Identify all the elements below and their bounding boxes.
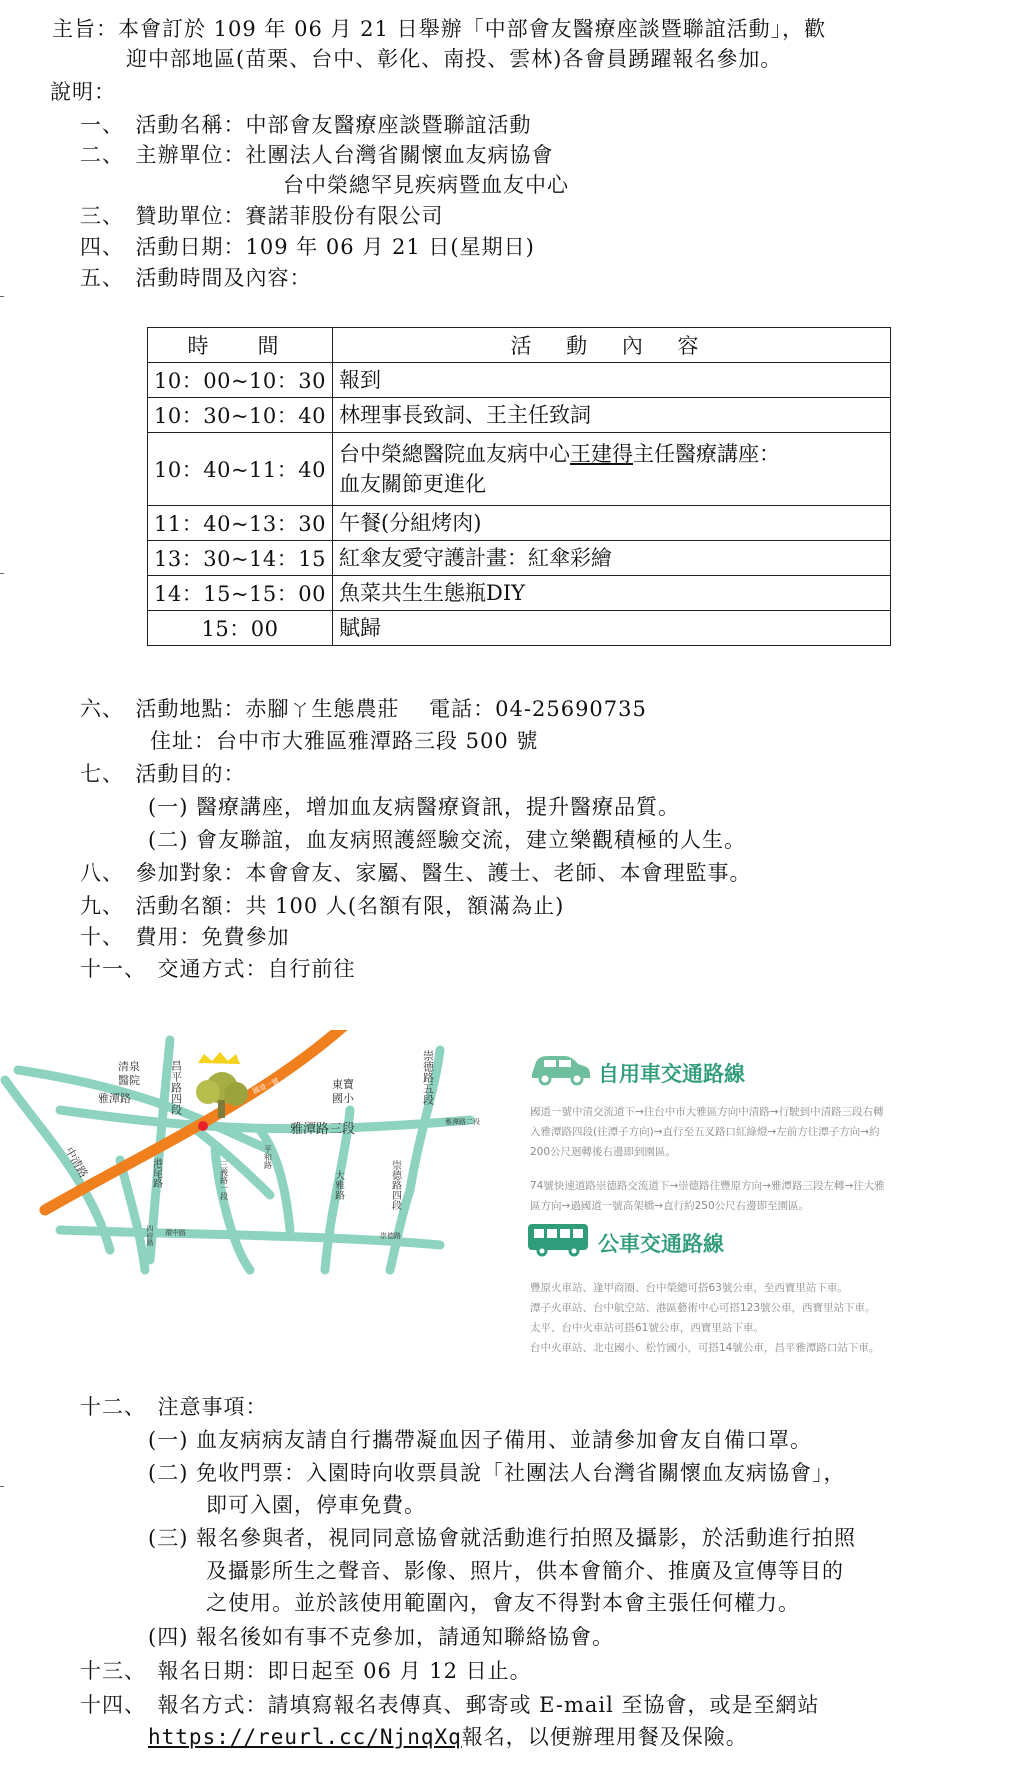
car-route-text: [530, 1102, 885, 1216]
schedule-content-part: 台中榮總醫院血友病中心: [339, 442, 570, 466]
map-label-dongbao: 東寶: [332, 1078, 354, 1091]
item-2-continued: 台中榮總罕見疾病暨血友中心: [283, 173, 569, 197]
schedule-content: 林理事長致詞、王主任致詞: [333, 398, 891, 433]
map-label-chongde4: 崇德路四段: [389, 1160, 401, 1210]
bus-route-title: 公車交通路線: [598, 1232, 724, 1256]
schedule-row: [148, 363, 891, 398]
item-6-address: 住址：台中市大雅區雅潭路三段 500 號: [150, 729, 539, 753]
margin-tick: [0, 296, 4, 297]
item-12-b-continued: 即可入園，停車免費。: [206, 1493, 426, 1517]
registration-link[interactable]: https://reurl.cc/NjnqXq: [148, 1725, 462, 1749]
venue-pin-icon: [198, 1121, 208, 1131]
farm-tree-icon: [196, 1052, 248, 1118]
bus-route-line: 太平、台中火車站可搭61號公車，西寶里站下車。: [530, 1322, 764, 1334]
speaker-name: 王建得: [570, 442, 633, 466]
schedule-table: [147, 327, 891, 646]
subject-line-2: 迎中部地區(苗栗、台中、彰化、南投、雲林)各會員踴躍報名參加。: [126, 47, 783, 71]
map-label-yatan2: 雅潭路二段: [445, 1118, 480, 1126]
car-route-spacer: [530, 1162, 885, 1176]
schedule-time: 14：15~15：00: [148, 576, 333, 611]
item-4: 四、 活動日期：109 年 06 月 21 日(星期日): [80, 235, 535, 259]
schedule-row: [148, 611, 891, 646]
bus-route-line: 台中火車站、北屯國小、松竹國小，可搭14號公車，昌平雅潭路口站下車。: [530, 1342, 880, 1354]
map-label-sanyi: 三義路一段: [219, 1160, 229, 1200]
map-label-chongde: 崇德路: [380, 1232, 401, 1240]
margin-tick: [0, 573, 4, 574]
schedule-content: 魚菜共生生態瓶DIY: [333, 576, 891, 611]
schedule-row: [148, 576, 891, 611]
map-label-sifu: 四府路: [146, 1225, 154, 1246]
car-route-title: 自用車交通路線: [598, 1062, 745, 1086]
item-7-b: (二) 會友聯誼，血友病照護經驗交流，建立樂觀積極的人生。: [148, 828, 747, 852]
schedule-content: [333, 433, 891, 506]
map-label-pinghe: 平和路: [263, 1145, 273, 1169]
item-1: 一、 活動名稱：中部會友醫療座談暨聯誼活動: [80, 113, 532, 137]
item-12: 十二、 注意事項：: [80, 1395, 268, 1419]
map-label-hospital: 醫院: [118, 1074, 140, 1087]
car-route-line: 200公尺迴轉後右邊即到園區。: [530, 1146, 677, 1158]
bus-route-text: [530, 1278, 879, 1358]
item-14-tail: 報名，以便辦理用餐及保險。: [461, 1725, 748, 1749]
map-label-zhongqing: 中清路: [62, 1145, 91, 1181]
item-10: 十、 費用：免費參加: [80, 925, 290, 949]
schedule-content: 賦歸: [333, 611, 891, 646]
road-zhongqing: [5, 1080, 110, 1250]
item-11: 十一、 交通方式：自行前往: [80, 957, 356, 981]
item-8: 八、 參加對象：本會會友、家屬、醫生、護士、老師、本會理監事。: [80, 861, 752, 885]
schedule-content-part: 主任醫療講座：: [633, 442, 780, 466]
map-label-yatan-road: 雅潭路: [98, 1092, 131, 1105]
map-label-highway: 國道一號: [251, 1076, 281, 1096]
map-label-guoxiao: 國小: [332, 1092, 354, 1105]
map-label-yatan3: 雅潭路三段: [290, 1122, 356, 1137]
schedule-time: 10：00~10：30: [148, 363, 333, 398]
explanation-label: 說明：: [50, 80, 116, 104]
schedule-header-time: 時 間: [148, 328, 333, 363]
car-route-line: 入雅潭路四段(往潭子方向)→直行至五叉路口紅綠燈→左前方往潭子方向→約: [530, 1126, 880, 1138]
schedule-time: 10：30~10：40: [148, 398, 333, 433]
item-12-a: (一) 血友病病友請自行攜帶凝血因子備用、並請參加會友自備口罩。: [148, 1428, 813, 1452]
schedule-row: [148, 398, 891, 433]
item-12-b: (二) 免收門票：入園時向收票員說「社團法人台灣省關懷血友病協會」，: [148, 1461, 846, 1485]
map-label-gangwei: 港尾路: [150, 1158, 162, 1188]
item-14: 十四、 報名方式：請填寫報名表傳真、郵寄或 E-mail 至協會，或是至網站: [80, 1693, 820, 1717]
bus-route-line: 豐原火車站、逢甲商圈、台中榮總可搭63號公車，至西寶里站下車。: [530, 1282, 848, 1294]
schedule-time: 11：40~13：30: [148, 506, 333, 541]
item-3: 三、 贊助單位：賽諾菲股份有限公司: [80, 204, 444, 228]
schedule-row: [148, 506, 891, 541]
item-12-c-continued-2: 之使用。並於該使用範圍內，會友不得對本會主張任何權力。: [206, 1591, 800, 1615]
bus-route-line: 潭子火車站、台中航空站、港區藝術中心可搭123號公車，西寶里站下車。: [530, 1302, 876, 1314]
road-gangwei: [120, 1160, 145, 1270]
map-label-qingquan: 清泉: [118, 1060, 140, 1073]
car-route-line: 74號快速道路崇德路交流道下→崇德路往豐原方向→雅潭路三段左轉→往大雅: [530, 1180, 885, 1192]
schedule-time: 10：40~11：40: [148, 433, 333, 506]
map-label-huanzhong: 環中路: [165, 1229, 186, 1237]
item-12-c: (三) 報名參與者，視同同意協會就活動進行拍照及攝影，於活動進行拍照: [148, 1526, 857, 1550]
item-13: 十三、 報名日期：即日起至 06 月 12 日止。: [80, 1659, 532, 1683]
map-label-chongde5: 崇德路五段: [421, 1050, 435, 1105]
schedule-time: 15：00: [148, 611, 333, 646]
item-7-a: (一) 醫療講座，增加血友病醫療資訊，提升醫療品質。: [148, 795, 681, 819]
item-12-c-continued: 及攝影所生之聲音、影像、照片，供本會簡介、推廣及宣傳等目的: [206, 1559, 844, 1583]
schedule-content: 報到: [333, 363, 891, 398]
schedule-content: 午餐(分組烤肉): [333, 506, 891, 541]
item-6: 六、 活動地點：赤腳ㄚ生態農莊 電話：04-25690735: [80, 697, 647, 721]
map-label-daya: 大雅路: [332, 1170, 344, 1200]
margin-tick: [0, 1486, 4, 1487]
schedule-header-row: [148, 328, 891, 363]
schedule-header-content: 活 動 內 容: [333, 328, 891, 363]
bus-icon: [528, 1224, 588, 1255]
schedule-row: [148, 541, 891, 576]
car-route-line: 國道一號中清交流道下→往台中市大雅區方向中清路→行駛到中清路三段右轉: [530, 1106, 884, 1118]
schedule-content: 紅傘友愛守護計畫：紅傘彩繪: [333, 541, 891, 576]
subject-line-1: 主旨：本會訂於 109 年 06 月 21 日舉辦「中部會友醫療座談暨聯誼活動」，歡: [52, 17, 827, 41]
item-9: 九、 活動名額：共 100 人(名額有限，額滿為止): [80, 894, 565, 918]
car-icon: [532, 1056, 590, 1084]
item-2: 二、 主辦單位：社團法人台灣省關懷血友病協會: [80, 143, 554, 167]
car-route-line: 區方向→過國道一號高架橋→直行約250公尺右邊即至園區。: [530, 1200, 810, 1212]
schedule-content-part: 血友關節更進化: [339, 472, 486, 496]
map-label-changping4: 昌平路四段: [169, 1060, 183, 1115]
schedule-row: [148, 433, 891, 506]
road-yatan-3: [60, 1110, 470, 1129]
item-12-d: (四) 報名後如有事不克參加，請通知聯絡協會。: [148, 1625, 615, 1649]
item-14-continued: [148, 1722, 748, 1752]
item-5: 五、 活動時間及內容：: [80, 266, 312, 290]
schedule-time: 13：30~14：15: [148, 541, 333, 576]
item-7: 七、 活動目的：: [80, 762, 246, 786]
